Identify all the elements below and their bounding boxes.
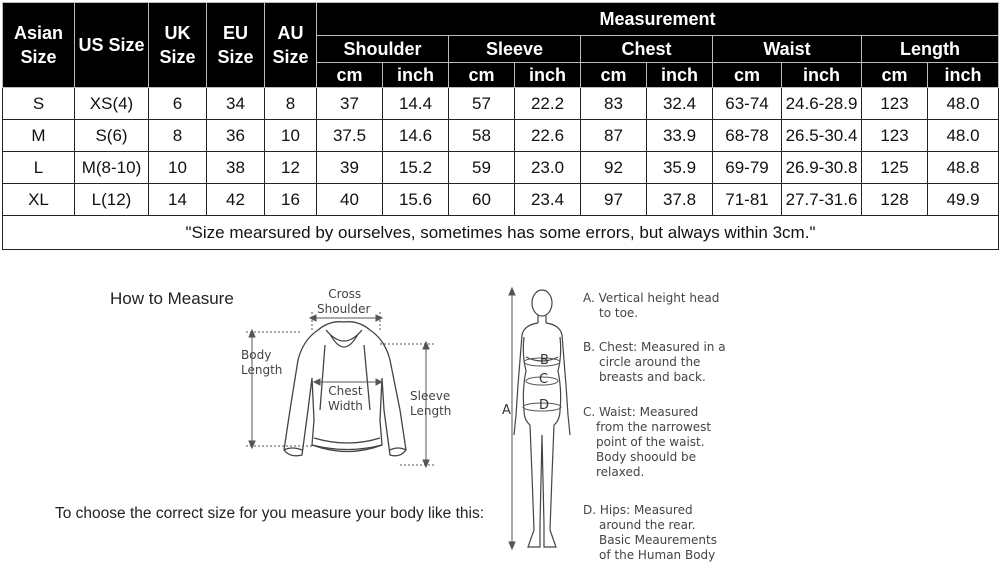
table-cell: 10 [149, 152, 207, 184]
header-au-size: AU Size [265, 3, 317, 88]
unit-header: inch [647, 63, 713, 88]
header-waist: Waist [713, 36, 862, 63]
table-cell: 71-81 [713, 184, 782, 216]
table-cell: 92 [581, 152, 647, 184]
table-cell: 24.6-28.9 [782, 88, 862, 120]
header-measurement: Measurement [317, 3, 999, 36]
table-cell: 39 [317, 152, 383, 184]
how-to-measure-title: How to Measure [110, 289, 234, 308]
unit-header: cm [581, 63, 647, 88]
chest-width-label: Chest Width [328, 384, 363, 413]
table-cell: 35.9 [647, 152, 713, 184]
table-cell: 10 [265, 120, 317, 152]
unit-header: inch [782, 63, 862, 88]
table-cell: 15.2 [383, 152, 449, 184]
table-cell: 14 [149, 184, 207, 216]
table-cell: 48.0 [928, 88, 999, 120]
table-cell: 48.8 [928, 152, 999, 184]
measurement-note: "Size mearsured by ourselves, sometimes has some errors, but always within 3cm." [3, 216, 999, 250]
table-row [3, 88, 999, 120]
table-cell: L(12) [75, 184, 149, 216]
table-cell: L [3, 152, 75, 184]
table-cell: 16 [265, 184, 317, 216]
table-cell: 6 [149, 88, 207, 120]
table-cell: 37 [317, 88, 383, 120]
table-cell: 27.7-31.6 [782, 184, 862, 216]
table-cell: 36 [207, 120, 265, 152]
table-cell: 125 [862, 152, 928, 184]
table-cell: 26.5-30.4 [782, 120, 862, 152]
table-cell: 23.4 [515, 184, 581, 216]
table-cell: 123 [862, 120, 928, 152]
table-cell: XL [3, 184, 75, 216]
header-uk-size: UK Size [149, 3, 207, 88]
table-cell: 22.2 [515, 88, 581, 120]
table-cell: 58 [449, 120, 515, 152]
header-eu-size: EU Size [207, 3, 265, 88]
table-cell: 60 [449, 184, 515, 216]
table-cell: 14.6 [383, 120, 449, 152]
table-cell: 37.5 [317, 120, 383, 152]
table-cell: XS(4) [75, 88, 149, 120]
table-cell: 57 [449, 88, 515, 120]
unit-header: inch [383, 63, 449, 88]
unit-header: inch [515, 63, 581, 88]
table-cell: 15.6 [383, 184, 449, 216]
body-length-label: Body Length [241, 348, 283, 377]
table-cell: 14.4 [383, 88, 449, 120]
header-asian-size: Asian Size [3, 3, 75, 88]
table-cell: 123 [862, 88, 928, 120]
table-cell: 49.9 [928, 184, 999, 216]
table-cell: 48.0 [928, 120, 999, 152]
table-cell: 33.9 [647, 120, 713, 152]
table-cell: 8 [265, 88, 317, 120]
table-cell: 68-78 [713, 120, 782, 152]
table-cell: 37.8 [647, 184, 713, 216]
table-cell: 63-74 [713, 88, 782, 120]
body-figure-illustration [500, 285, 580, 557]
sweater-illustration [240, 300, 450, 475]
header-chest: Chest [581, 36, 713, 63]
table-row [3, 184, 999, 216]
table-cell: 69-79 [713, 152, 782, 184]
figure-letter-b: B [540, 353, 549, 368]
table-cell: M [3, 120, 75, 152]
note-d: D. Hips: Measured around the rear. Basic Meaurements of the Human Body [583, 503, 717, 562]
note-a: A. Vertical height head to toe. [583, 291, 720, 320]
table-cell: 34 [207, 88, 265, 120]
cross-shoulder-label: Cross Shoulder [317, 287, 371, 316]
note-c: C. Waist: Measured from the narrowest point of the waist. Body shoould be relaxed. [583, 405, 712, 479]
table-cell: 97 [581, 184, 647, 216]
table-cell: 42 [207, 184, 265, 216]
table-cell: S [3, 88, 75, 120]
unit-header: cm [862, 63, 928, 88]
table-row [3, 120, 999, 152]
table-cell: 12 [265, 152, 317, 184]
table-cell: 40 [317, 184, 383, 216]
sleeve-length-label: Sleeve Length [410, 389, 452, 418]
figure-letter-d: D [539, 398, 550, 413]
header-us-size: US Size [75, 3, 149, 88]
table-cell: 87 [581, 120, 647, 152]
table-cell: S(6) [75, 120, 149, 152]
header-length: Length [862, 36, 999, 63]
table-cell: 22.6 [515, 120, 581, 152]
figure-letter-a: A [502, 403, 511, 418]
unit-header: cm [713, 63, 782, 88]
table-cell: 38 [207, 152, 265, 184]
instruction-text: To choose the correct size for you measure your body like this: [55, 505, 485, 522]
table-cell: 26.9-30.8 [782, 152, 862, 184]
unit-header: cm [317, 63, 383, 88]
figure-letter-c: C [539, 372, 549, 387]
table-cell: 32.4 [647, 88, 713, 120]
unit-header: inch [928, 63, 999, 88]
table-cell: 83 [581, 88, 647, 120]
table-cell: 8 [149, 120, 207, 152]
table-cell: 128 [862, 184, 928, 216]
header-shoulder: Shoulder [317, 36, 449, 63]
note-b: B. Chest: Measured in a circle around the breasts and back. [583, 340, 726, 384]
table-cell: 59 [449, 152, 515, 184]
table-row [3, 152, 999, 184]
size-chart-table [2, 2, 999, 250]
header-sleeve: Sleeve [449, 36, 581, 63]
table-cell: M(8-10) [75, 152, 149, 184]
table-cell: 23.0 [515, 152, 581, 184]
unit-header: cm [449, 63, 515, 88]
